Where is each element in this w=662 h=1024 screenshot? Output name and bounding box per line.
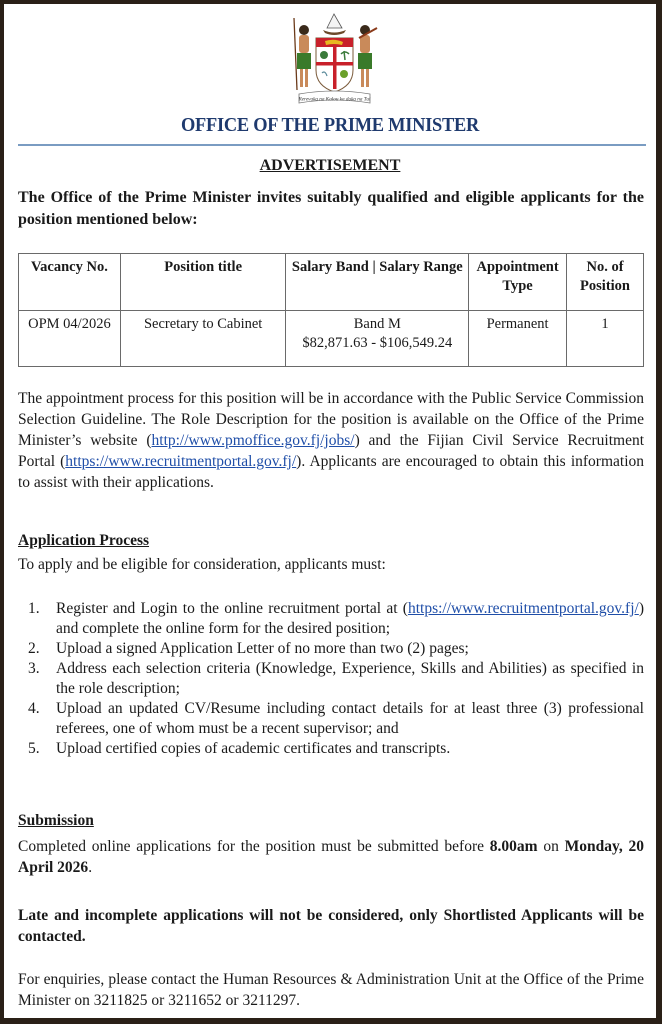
appointment-text-part: ) and the Fijian Civil Service Recruitment Portal (	[18, 432, 644, 470]
appointment-text-part: The appointment process for this position will be in accordance with the Public Service Commission Selection Guideline. The Role Description for the position is available on the Office of the Prime Minister’s website (	[18, 390, 644, 449]
pmoffice-jobs-link[interactable]: http://www.pmoffice.gov.fj/jobs/	[151, 432, 355, 449]
application-steps-list	[18, 599, 644, 759]
deadline-time: 8.00am	[489, 838, 538, 855]
step-number: 3.	[28, 660, 40, 677]
list-item	[18, 639, 644, 659]
step-number: 1.	[28, 600, 40, 617]
intro-text: The Office of the Prime Minister invites suitably qualified and eligible applicants for the position mentioned below:	[18, 189, 644, 228]
submission-heading: Submission	[18, 812, 94, 829]
list-item	[18, 599, 644, 639]
table-header-row	[19, 254, 644, 311]
step-number: 2.	[28, 640, 40, 657]
salary-range: $82,871.63 - $106,549.24	[302, 335, 453, 351]
submission-text-part: on	[537, 838, 565, 855]
submission-text-part: .	[88, 859, 93, 876]
title-divider	[18, 144, 646, 146]
enquiries-text: For enquiries, please contact the Human Resources & Administration Unit at the Office of the Prime Minister on 3211825 or 3211652 or 3211297.	[18, 971, 644, 1009]
cell-appointment-type: Permanent	[469, 311, 567, 367]
recruitment-portal-link[interactable]: https://www.recruitmentportal.gov.fj/	[65, 453, 297, 470]
recruitment-portal-link[interactable]: https://www.recruitmentportal.gov.fj/	[407, 600, 639, 617]
advertisement-heading: ADVERTISEMENT	[259, 157, 401, 174]
late-applications-notice: Late and incomplete applications will not be considered, only Shortlisted Applicants will be contacted.	[18, 907, 644, 945]
header-vacancy-no: Vacancy No.	[19, 254, 121, 311]
step-text: Address each selection criteria (Knowledge, Experience, Skills and Abilities) as specified in the role description;	[56, 660, 644, 697]
cell-salary	[286, 311, 469, 367]
header-salary: Salary Band | Salary Range	[286, 254, 469, 311]
vacancy-table	[18, 253, 644, 367]
appointment-text-part: ). Applicants are encouraged to obtain this information to assist with their applications.	[18, 453, 644, 491]
fiji-coat-of-arms-icon	[287, 10, 382, 108]
list-item	[18, 739, 644, 759]
salary-band: Band M	[353, 316, 401, 332]
step-text: Upload an updated CV/Resume including contact details for at least three (3) professional referees, one of whom must be a recent supervisor; and	[56, 700, 644, 737]
step-text: Upload a signed Application Letter of no more than two (2) pages;	[56, 640, 469, 657]
crest-motto: Rerevaka na Kalou ka doka na Tui	[298, 96, 371, 103]
step-text: ) and complete the online form for the desired position;	[56, 600, 644, 637]
appointment-process-text	[18, 388, 644, 493]
table-row	[19, 311, 644, 367]
cell-vacancy-no: OPM 04/2026	[19, 311, 121, 367]
cell-no-of-position: 1	[567, 311, 644, 367]
list-item	[18, 699, 644, 739]
step-text: Upload certified copies of academic certificates and transcripts.	[56, 740, 451, 757]
submission-text-part: Completed online applications for the position must be submitted before	[18, 838, 490, 855]
header-position-title: Position title	[120, 254, 286, 311]
list-item	[18, 659, 644, 699]
step-number: 5.	[28, 740, 40, 757]
header-appointment-type: Appointment Type	[469, 254, 567, 311]
organization-title: OFFICE OF THE PRIME MINISTER	[181, 114, 479, 136]
deadline-date: Monday, 20 April 2026	[18, 838, 644, 876]
cell-position-title: Secretary to Cabinet	[120, 311, 286, 367]
submission-text	[18, 836, 644, 878]
application-process-heading: Application Process	[18, 532, 150, 549]
application-process-subtitle: To apply and be eligible for consideration, applicants must:	[18, 556, 386, 573]
step-number: 4.	[28, 700, 40, 717]
header-no-of-position: No. of Position	[567, 254, 644, 311]
step-text: Register and Login to the online recruitment portal at (	[56, 600, 408, 617]
advertisement-page	[4, 4, 656, 1018]
